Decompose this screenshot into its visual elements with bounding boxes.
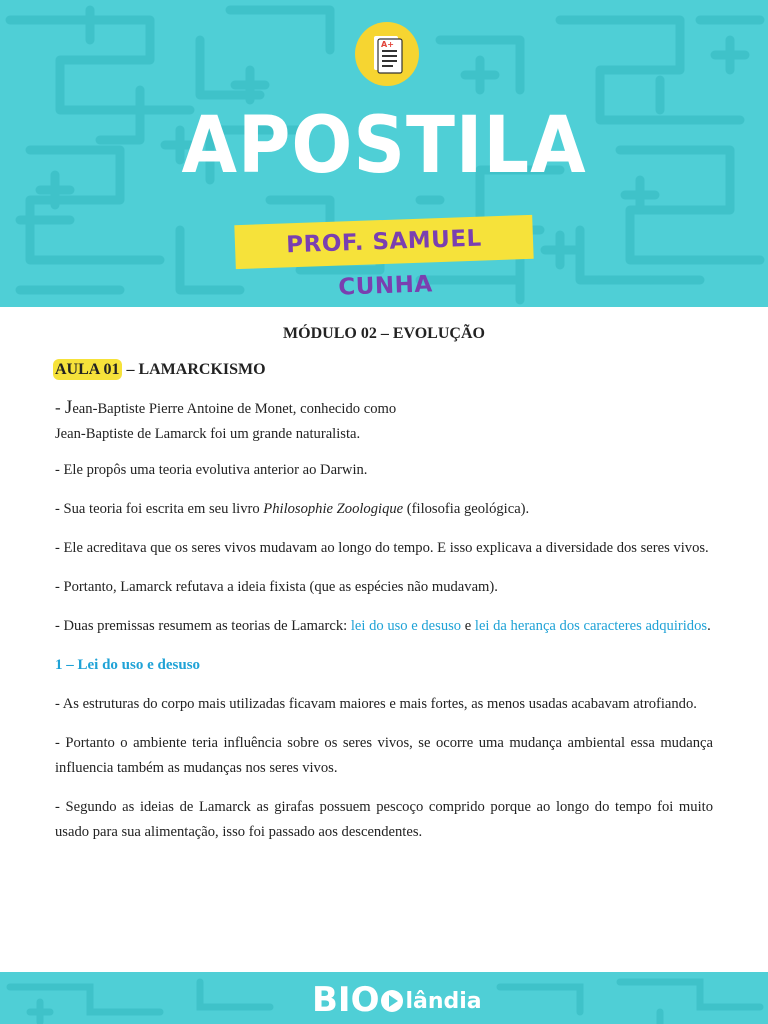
svg-text:A+: A+ <box>381 40 394 49</box>
premissas-pre: - Duas premissas resumem as teorias de Lamarck: <box>55 618 351 634</box>
paragraph-seres: - Ele acreditava que os seres vivos mudavam ao longo do tempo. E isso explicava a diversidade dos seres vivos. <box>55 540 709 556</box>
page-title: APOSTILA <box>181 101 587 191</box>
footer-banner <box>0 972 768 1024</box>
intro-line1: ean-Baptiste Pierre Antoine de Monet, conhecido como <box>72 401 397 417</box>
premissas-mid: e <box>461 618 475 634</box>
paragraph-girafas: - Segundo as ideias de Lamarck as girafas possuem pescoço comprido porque ao longo do tempo foi muito usado para sua alimentação, isso foi passado aos descendentes. <box>55 799 713 840</box>
lesson-title <box>55 357 713 383</box>
book-title: Philosophie Zoologique <box>263 501 404 517</box>
premissas-law1: lei do uso e desuso <box>350 618 462 634</box>
play-icon <box>381 990 403 1012</box>
header-banner <box>0 0 768 307</box>
paragraph-darwin: - Ele propôs uma teoria evolutiva anterior ao Darwin. <box>55 462 368 478</box>
paragraph-intro <box>55 395 713 447</box>
premissas-law2: lei da herança dos caracteres adquiridos <box>474 618 708 634</box>
document-grade-icon <box>355 22 419 86</box>
brand-rest: lândia <box>405 989 482 1014</box>
section-title-uso-desuso: 1 – Lei do uso e desuso <box>55 657 201 673</box>
document-icon <box>355 22 419 86</box>
lesson-title-rest: – LAMARCKISMO <box>122 361 266 378</box>
brand-logo <box>312 980 482 1020</box>
premissas-end: . <box>707 618 711 634</box>
paragraph-fixista: - Portanto, Lamarck refutava a ideia fixista (que as espécies não mudavam). <box>55 579 498 595</box>
book-pre: - Sua teoria foi escrita em seu livro <box>55 501 264 517</box>
paragraph-estruturas: - As estruturas do corpo mais utilizadas ficavam maiores e mais fortes, as menos usadas acabavam atrofiando. <box>55 696 697 712</box>
module-title: MÓDULO 02 – EVOLUÇÃO <box>283 325 485 342</box>
paragraph-premissas <box>55 614 713 639</box>
paragraph-ambiente: - Portanto o ambiente teria influência sobre os seres vivos, se ocorre uma mudança ambiental essa mudança influencia também as mudanças nos seres vivos. <box>55 735 713 776</box>
document-body <box>55 320 713 859</box>
intro-line2: Jean-Baptiste de Lamarck foi um grande naturalista. <box>55 426 361 442</box>
intro-first-letter: J <box>64 397 73 418</box>
brand-bio: BIO <box>312 980 380 1020</box>
book-post: (filosofia geológica). <box>403 501 530 517</box>
author-tag: PROF. SAMUEL CUNHA <box>234 215 533 269</box>
paragraph-book <box>55 497 713 522</box>
intro-dash: - <box>55 398 65 417</box>
lesson-highlight: AULA 01 <box>53 359 122 380</box>
